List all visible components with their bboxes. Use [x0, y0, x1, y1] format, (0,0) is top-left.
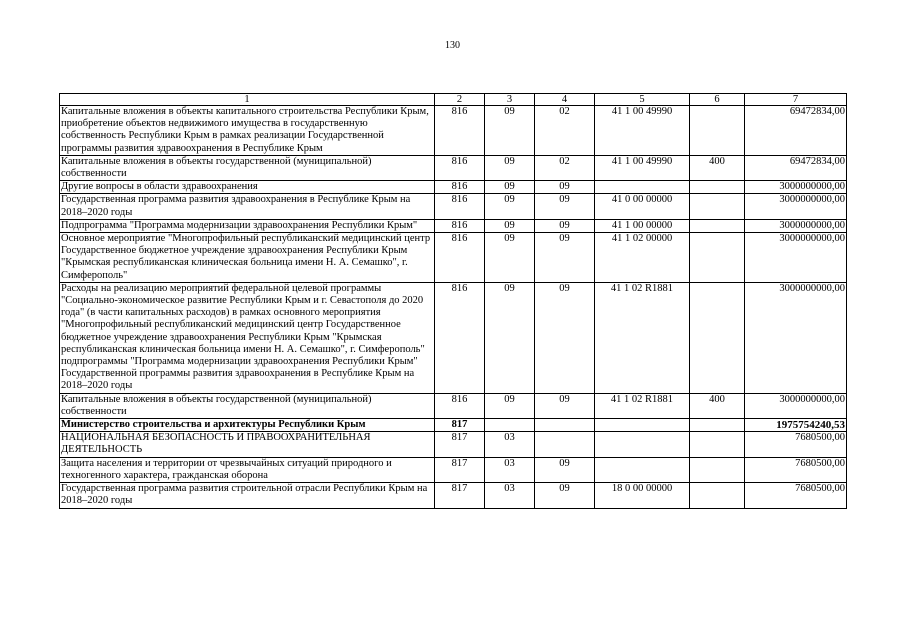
row-name-cell: Министерство строительства и архитектуры Республики Крым [60, 419, 435, 432]
row-subsection-code-cell: 09 [535, 393, 595, 418]
row-amount-cell: 3000000000,00 [745, 282, 847, 393]
row-target-article-cell: 41 1 02 R1881 [595, 282, 690, 393]
row-subsection-code-cell: 09 [535, 282, 595, 393]
row-ministry-code-cell: 816 [435, 219, 485, 232]
row-name-cell: Государственная программа развития здравоохранения в Республике Крым на 2018–2020 годы [60, 194, 435, 219]
row-subsection-code-cell: 09 [535, 219, 595, 232]
row-ministry-code-cell: 816 [435, 194, 485, 219]
row-expense-type-cell [690, 106, 745, 156]
column-header-3: 3 [485, 94, 535, 106]
row-amount-cell: 69472834,00 [745, 155, 847, 180]
table-row [60, 194, 847, 219]
row-amount-cell: 69472834,00 [745, 106, 847, 156]
row-name-cell: Капитальные вложения в объекты государственной (муниципальной) собственности [60, 155, 435, 180]
row-section-code-cell: 09 [485, 282, 535, 393]
column-header-7: 7 [745, 94, 847, 106]
row-target-article-cell: 41 0 00 00000 [595, 194, 690, 219]
row-expense-type-cell [690, 219, 745, 232]
row-section-code-cell: 03 [485, 432, 535, 457]
row-section-code-cell: 09 [485, 155, 535, 180]
row-target-article-cell [595, 181, 690, 194]
row-section-code-cell: 09 [485, 233, 535, 283]
row-amount-cell: 7680500,00 [745, 483, 847, 508]
row-ministry-code-cell: 816 [435, 181, 485, 194]
row-expense-type-cell: 400 [690, 155, 745, 180]
row-target-article-cell: 41 1 02 00000 [595, 233, 690, 283]
row-amount-cell: 3000000000,00 [745, 181, 847, 194]
row-target-article-cell: 41 1 02 R1881 [595, 393, 690, 418]
column-header-6: 6 [690, 94, 745, 106]
row-amount-cell: 3000000000,00 [745, 393, 847, 418]
header-row [60, 94, 847, 106]
row-ministry-code-cell: 816 [435, 282, 485, 393]
row-subsection-code-cell: 09 [535, 181, 595, 194]
table-row [60, 106, 847, 156]
row-expense-type-cell [690, 432, 745, 457]
table-row [60, 393, 847, 418]
row-subsection-code-cell: 09 [535, 233, 595, 283]
row-expense-type-cell [690, 194, 745, 219]
row-ministry-code-cell: 817 [435, 419, 485, 432]
row-expense-type-cell [690, 282, 745, 393]
row-target-article-cell [595, 419, 690, 432]
row-name-cell: Другие вопросы в области здравоохранения [60, 181, 435, 194]
column-header-2: 2 [435, 94, 485, 106]
row-name-cell: Основное мероприятие "Многопрофильный республиканский медицинский центр Государственное бюджетное учреждение здравоохранения Республики Крым "Крымская республиканская клиническая больница имени Н. А. Семашко", г. Симферополь" [60, 233, 435, 283]
row-expense-type-cell [690, 457, 745, 482]
row-section-code-cell: 09 [485, 181, 535, 194]
row-expense-type-cell [690, 419, 745, 432]
row-amount-cell: 1975754240,53 [745, 419, 847, 432]
table-row [60, 219, 847, 232]
row-expense-type-cell [690, 233, 745, 283]
row-target-article-cell: 41 1 00 00000 [595, 219, 690, 232]
row-expense-type-cell [690, 181, 745, 194]
row-subsection-code-cell: 09 [535, 483, 595, 508]
budget-table [59, 93, 847, 509]
row-name-cell: Защита населения и территории от чрезвычайных ситуаций природного и техногенного характера, гражданская оборона [60, 457, 435, 482]
row-target-article-cell: 18 0 00 00000 [595, 483, 690, 508]
row-section-code-cell: 03 [485, 457, 535, 482]
row-section-code-cell [485, 419, 535, 432]
row-amount-cell: 7680500,00 [745, 432, 847, 457]
row-section-code-cell: 09 [485, 219, 535, 232]
table-row [60, 181, 847, 194]
row-target-article-cell [595, 457, 690, 482]
row-ministry-code-cell: 816 [435, 155, 485, 180]
row-name-cell: Государственная программа развития строительной отрасли Республики Крым на 2018–2020 годы [60, 483, 435, 508]
row-amount-cell: 3000000000,00 [745, 194, 847, 219]
row-subsection-code-cell [535, 419, 595, 432]
row-ministry-code-cell: 816 [435, 233, 485, 283]
row-amount-cell: 7680500,00 [745, 457, 847, 482]
table-row [60, 432, 847, 457]
row-section-code-cell: 09 [485, 194, 535, 219]
row-section-code-cell: 09 [485, 106, 535, 156]
row-name-cell: Подпрограмма "Программа модернизации здравоохранения Республики Крым" [60, 219, 435, 232]
column-header-4: 4 [535, 94, 595, 106]
row-amount-cell: 3000000000,00 [745, 233, 847, 283]
row-expense-type-cell [690, 483, 745, 508]
row-target-article-cell [595, 432, 690, 457]
row-subsection-code-cell: 09 [535, 194, 595, 219]
page-number: 130 [445, 40, 460, 51]
table-row [60, 233, 847, 283]
row-name-cell: Расходы на реализацию мероприятий федеральной целевой программы "Социально-экономическое развитие Республики Крым и г. Севастополя до 2020 года" (в части капитальных расходов) в рамках основного мероприятия "Многопрофильный республиканский медицинский центр Государственное бюджетное учреждение здравоохранения Республики Крым "Крымская республиканская клиническая больница имени Н. А. Семашко", г. Симферополь" подпрограммы "Программа модернизации здравоохранения Республики Крым" Государственной программы развития здравоохранения в Республике Крым на 2018–2020 годы [60, 282, 435, 393]
row-ministry-code-cell: 816 [435, 393, 485, 418]
row-target-article-cell: 41 1 00 49990 [595, 106, 690, 156]
row-expense-type-cell: 400 [690, 393, 745, 418]
row-ministry-code-cell: 817 [435, 483, 485, 508]
table-row [60, 457, 847, 482]
row-amount-cell: 3000000000,00 [745, 219, 847, 232]
table-row [60, 483, 847, 508]
column-header-1: 1 [60, 94, 435, 106]
row-section-code-cell: 03 [485, 483, 535, 508]
column-header-5: 5 [595, 94, 690, 106]
table-row [60, 155, 847, 180]
row-subsection-code-cell [535, 432, 595, 457]
row-ministry-code-cell: 816 [435, 106, 485, 156]
row-name-cell: Капитальные вложения в объекты государственной (муниципальной) собственности [60, 393, 435, 418]
table-row [60, 282, 847, 393]
row-subsection-code-cell: 02 [535, 155, 595, 180]
row-target-article-cell: 41 1 00 49990 [595, 155, 690, 180]
row-subsection-code-cell: 02 [535, 106, 595, 156]
row-name-cell: НАЦИОНАЛЬНАЯ БЕЗОПАСНОСТЬ И ПРАВООХРАНИТЕЛЬНАЯ ДЕЯТЕЛЬНОСТЬ [60, 432, 435, 457]
row-section-code-cell: 09 [485, 393, 535, 418]
table-row [60, 419, 847, 432]
row-ministry-code-cell: 817 [435, 457, 485, 482]
row-subsection-code-cell: 09 [535, 457, 595, 482]
row-ministry-code-cell: 817 [435, 432, 485, 457]
row-name-cell: Капитальные вложения в объекты капитального строительства Республики Крым, приобретение объектов недвижимого имущества в государственную собственность Республики Крым в рамках реализации Государственной программы развития здравоохранения в Республике Крым [60, 106, 435, 156]
